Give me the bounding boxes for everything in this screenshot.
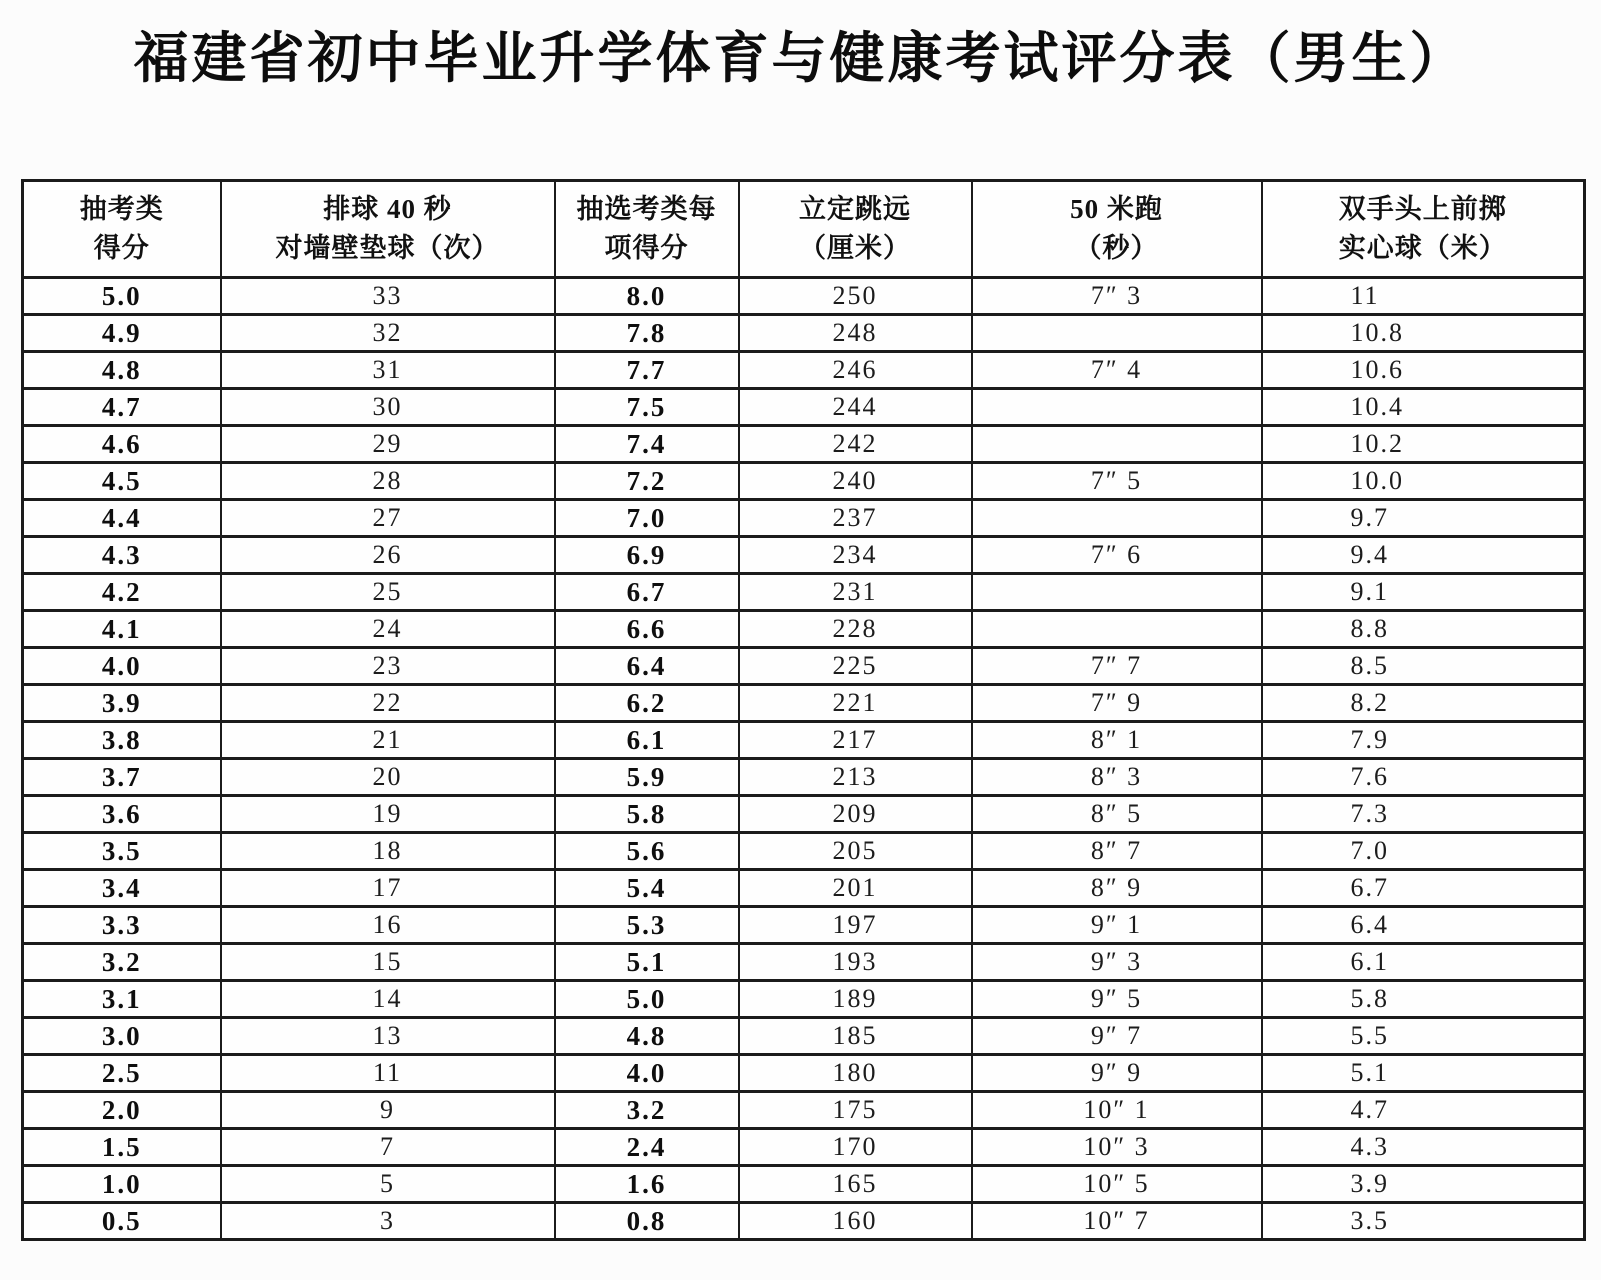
cell-selected-score: 7.4	[555, 426, 739, 463]
cell-run-50m: 8″ 3	[972, 759, 1262, 796]
cell-selected-score: 5.9	[555, 759, 739, 796]
cell-long-jump: 213	[739, 759, 972, 796]
column-header-long-jump-line: 立定跳远	[799, 193, 911, 224]
cell-medicine-ball: 10.4	[1262, 389, 1585, 426]
cell-sampled-score: 4.9	[23, 315, 221, 352]
cell-long-jump: 160	[739, 1203, 972, 1240]
cell-medicine-ball: 6.7	[1262, 870, 1585, 907]
cell-long-jump: 209	[739, 796, 972, 833]
cell-medicine-ball: 10.8	[1262, 315, 1585, 352]
cell-run-50m: 8″ 9	[972, 870, 1262, 907]
cell-medicine-ball: 8.5	[1262, 648, 1585, 685]
cell-long-jump: 244	[739, 389, 972, 426]
cell-medicine-ball: 8.2	[1262, 685, 1585, 722]
cell-selected-score: 7.0	[555, 500, 739, 537]
cell-volleyball: 9	[221, 1092, 555, 1129]
cell-long-jump: 185	[739, 1018, 972, 1055]
table-row	[23, 870, 1585, 907]
cell-long-jump: 221	[739, 685, 972, 722]
cell-medicine-ball: 3.9	[1262, 1166, 1585, 1203]
cell-long-jump: 231	[739, 574, 972, 611]
page-title: 福建省初中毕业升学体育与健康考试评分表（男生）	[133, 27, 1468, 89]
column-header-selected-score	[555, 181, 739, 278]
cell-sampled-score: 4.1	[23, 611, 221, 648]
cell-selected-score: 2.4	[555, 1129, 739, 1166]
column-header-run-50m-line: （秒）	[1074, 233, 1159, 263]
cell-volleyball: 5	[221, 1166, 555, 1203]
cell-selected-score: 4.8	[555, 1018, 739, 1055]
cell-selected-score: 3.2	[555, 1092, 739, 1129]
cell-long-jump: 237	[739, 500, 972, 537]
cell-sampled-score: 4.2	[23, 574, 221, 611]
cell-run-50m: 7″ 9	[972, 685, 1262, 722]
column-header-sampled-score	[23, 181, 221, 278]
cell-sampled-score: 1.5	[23, 1129, 221, 1166]
table-row	[23, 1129, 1585, 1166]
cell-medicine-ball: 6.4	[1262, 907, 1585, 944]
cell-selected-score: 7.2	[555, 463, 739, 500]
cell-volleyball: 18	[221, 833, 555, 870]
cell-sampled-score: 4.5	[23, 463, 221, 500]
cell-selected-score: 6.7	[555, 574, 739, 611]
cell-long-jump: 225	[739, 648, 972, 685]
cell-volleyball: 26	[221, 537, 555, 574]
cell-sampled-score: 0.5	[23, 1203, 221, 1240]
cell-selected-score: 6.1	[555, 722, 739, 759]
cell-sampled-score: 4.4	[23, 500, 221, 537]
column-header-sampled-score-line: 得分	[93, 233, 150, 263]
cell-medicine-ball: 3.5	[1262, 1203, 1585, 1240]
cell-run-50m: 7″ 5	[972, 463, 1262, 500]
cell-run-50m: 10″ 1	[972, 1092, 1262, 1129]
cell-run-50m: 10″ 3	[972, 1129, 1262, 1166]
cell-medicine-ball: 8.8	[1262, 611, 1585, 648]
cell-medicine-ball: 10.0	[1262, 463, 1585, 500]
table-row	[23, 389, 1585, 426]
cell-run-50m: 8″ 5	[972, 796, 1262, 833]
cell-run-50m: 7″ 6	[972, 537, 1262, 574]
cell-volleyball: 3	[221, 1203, 555, 1240]
cell-sampled-score: 3.6	[23, 796, 221, 833]
cell-selected-score: 5.4	[555, 870, 739, 907]
cell-sampled-score: 4.7	[23, 389, 221, 426]
cell-volleyball: 25	[221, 574, 555, 611]
cell-long-jump: 180	[739, 1055, 972, 1092]
cell-run-50m	[972, 389, 1262, 426]
cell-long-jump: 193	[739, 944, 972, 981]
cell-long-jump: 242	[739, 426, 972, 463]
cell-volleyball: 22	[221, 685, 555, 722]
cell-medicine-ball: 9.1	[1262, 574, 1585, 611]
cell-sampled-score: 3.3	[23, 907, 221, 944]
table-row	[23, 833, 1585, 870]
cell-sampled-score: 3.5	[23, 833, 221, 870]
table-body	[23, 278, 1585, 1240]
cell-medicine-ball: 9.7	[1262, 500, 1585, 537]
score-table	[21, 179, 1586, 1241]
table-row	[23, 648, 1585, 685]
cell-run-50m: 10″ 5	[972, 1166, 1262, 1203]
cell-selected-score: 6.9	[555, 537, 739, 574]
cell-sampled-score: 3.9	[23, 685, 221, 722]
cell-selected-score: 7.8	[555, 315, 739, 352]
table-row	[23, 907, 1585, 944]
cell-long-jump: 228	[739, 611, 972, 648]
column-header-volleyball-line: 排球 40 秒	[323, 193, 452, 224]
cell-long-jump: 197	[739, 907, 972, 944]
cell-run-50m: 7″ 4	[972, 352, 1262, 389]
column-header-sampled-score-line: 抽考类	[79, 193, 164, 224]
cell-sampled-score: 2.0	[23, 1092, 221, 1129]
table-row	[23, 611, 1585, 648]
cell-volleyball: 15	[221, 944, 555, 981]
column-header-run-50m	[972, 181, 1262, 278]
cell-run-50m: 9″ 3	[972, 944, 1262, 981]
cell-medicine-ball: 5.1	[1262, 1055, 1585, 1092]
table-row	[23, 1203, 1585, 1240]
cell-run-50m: 8″ 1	[972, 722, 1262, 759]
table-row	[23, 315, 1585, 352]
cell-volleyball: 17	[221, 870, 555, 907]
cell-selected-score: 6.4	[555, 648, 739, 685]
column-header-selected-score-line: 抽选考类每	[576, 193, 717, 224]
cell-sampled-score: 4.6	[23, 426, 221, 463]
cell-volleyball: 28	[221, 463, 555, 500]
cell-run-50m: 9″ 5	[972, 981, 1262, 1018]
cell-long-jump: 201	[739, 870, 972, 907]
table-row	[23, 426, 1585, 463]
cell-long-jump: 170	[739, 1129, 972, 1166]
cell-sampled-score: 1.0	[23, 1166, 221, 1203]
cell-volleyball: 23	[221, 648, 555, 685]
cell-long-jump: 205	[739, 833, 972, 870]
cell-selected-score: 7.7	[555, 352, 739, 389]
column-header-run-50m-line: 50 米跑	[1070, 193, 1163, 224]
cell-run-50m: 7″ 7	[972, 648, 1262, 685]
cell-run-50m	[972, 611, 1262, 648]
cell-volleyball: 24	[221, 611, 555, 648]
table-row	[23, 574, 1585, 611]
cell-selected-score: 5.6	[555, 833, 739, 870]
cell-long-jump: 240	[739, 463, 972, 500]
cell-long-jump: 189	[739, 981, 972, 1018]
cell-selected-score: 0.8	[555, 1203, 739, 1240]
column-header-medicine-ball	[1262, 181, 1585, 278]
table-header	[23, 181, 1585, 278]
cell-sampled-score: 4.3	[23, 537, 221, 574]
cell-run-50m: 9″ 9	[972, 1055, 1262, 1092]
column-header-long-jump	[739, 181, 972, 278]
column-header-medicine-ball-line: 双手头上前掷	[1338, 193, 1507, 224]
table-row	[23, 278, 1585, 315]
cell-medicine-ball: 5.8	[1262, 981, 1585, 1018]
cell-long-jump: 246	[739, 352, 972, 389]
cell-medicine-ball: 11	[1262, 278, 1585, 315]
cell-medicine-ball: 5.5	[1262, 1018, 1585, 1055]
cell-medicine-ball: 7.6	[1262, 759, 1585, 796]
cell-run-50m	[972, 315, 1262, 352]
table-row	[23, 796, 1585, 833]
cell-run-50m	[972, 426, 1262, 463]
cell-volleyball: 14	[221, 981, 555, 1018]
table-row	[23, 722, 1585, 759]
table-row	[23, 685, 1585, 722]
cell-sampled-score: 3.4	[23, 870, 221, 907]
cell-sampled-score: 2.5	[23, 1055, 221, 1092]
cell-long-jump: 165	[739, 1166, 972, 1203]
column-header-selected-score-line: 项得分	[604, 233, 689, 263]
table-row	[23, 463, 1585, 500]
cell-sampled-score: 3.8	[23, 722, 221, 759]
cell-volleyball: 29	[221, 426, 555, 463]
cell-run-50m	[972, 500, 1262, 537]
cell-medicine-ball: 7.9	[1262, 722, 1585, 759]
column-header-long-jump-line: （厘米）	[799, 233, 911, 263]
column-header-volleyball	[221, 181, 555, 278]
cell-medicine-ball: 7.0	[1262, 833, 1585, 870]
cell-volleyball: 19	[221, 796, 555, 833]
column-header-volleyball-line: 对墙壁垫球（次）	[275, 233, 500, 263]
cell-run-50m: 10″ 7	[972, 1203, 1262, 1240]
table-row	[23, 1092, 1585, 1129]
cell-volleyball: 16	[221, 907, 555, 944]
cell-volleyball: 7	[221, 1129, 555, 1166]
cell-run-50m: 9″ 1	[972, 907, 1262, 944]
cell-long-jump: 248	[739, 315, 972, 352]
cell-run-50m: 8″ 7	[972, 833, 1262, 870]
cell-volleyball: 11	[221, 1055, 555, 1092]
cell-volleyball: 33	[221, 278, 555, 315]
cell-run-50m	[972, 574, 1262, 611]
table-row	[23, 944, 1585, 981]
table-row	[23, 1018, 1585, 1055]
cell-volleyball: 30	[221, 389, 555, 426]
cell-selected-score: 5.8	[555, 796, 739, 833]
cell-long-jump: 175	[739, 1092, 972, 1129]
table-row	[23, 1166, 1585, 1203]
cell-sampled-score: 3.7	[23, 759, 221, 796]
cell-sampled-score: 3.0	[23, 1018, 221, 1055]
cell-medicine-ball: 7.3	[1262, 796, 1585, 833]
cell-selected-score: 5.3	[555, 907, 739, 944]
cell-volleyball: 32	[221, 315, 555, 352]
header-row	[23, 181, 1585, 278]
table-row	[23, 981, 1585, 1018]
table-row	[23, 1055, 1585, 1092]
cell-medicine-ball: 10.2	[1262, 426, 1585, 463]
table-row	[23, 759, 1585, 796]
cell-sampled-score: 3.1	[23, 981, 221, 1018]
cell-long-jump: 250	[739, 278, 972, 315]
cell-long-jump: 234	[739, 537, 972, 574]
cell-medicine-ball: 10.6	[1262, 352, 1585, 389]
cell-selected-score: 1.6	[555, 1166, 739, 1203]
cell-volleyball: 27	[221, 500, 555, 537]
cell-medicine-ball: 6.1	[1262, 944, 1585, 981]
cell-run-50m: 7″ 3	[972, 278, 1262, 315]
cell-sampled-score: 4.8	[23, 352, 221, 389]
cell-selected-score: 4.0	[555, 1055, 739, 1092]
cell-sampled-score: 5.0	[23, 278, 221, 315]
cell-selected-score: 6.2	[555, 685, 739, 722]
cell-volleyball: 21	[221, 722, 555, 759]
cell-medicine-ball: 4.3	[1262, 1129, 1585, 1166]
cell-sampled-score: 4.0	[23, 648, 221, 685]
cell-sampled-score: 3.2	[23, 944, 221, 981]
cell-volleyball: 20	[221, 759, 555, 796]
table-row	[23, 537, 1585, 574]
cell-selected-score: 6.6	[555, 611, 739, 648]
cell-medicine-ball: 9.4	[1262, 537, 1585, 574]
cell-selected-score: 5.0	[555, 981, 739, 1018]
cell-selected-score: 5.1	[555, 944, 739, 981]
table-row	[23, 500, 1585, 537]
cell-medicine-ball: 4.7	[1262, 1092, 1585, 1129]
table-row	[23, 352, 1585, 389]
cell-volleyball: 13	[221, 1018, 555, 1055]
cell-selected-score: 7.5	[555, 389, 739, 426]
cell-run-50m: 9″ 7	[972, 1018, 1262, 1055]
cell-long-jump: 217	[739, 722, 972, 759]
cell-selected-score: 8.0	[555, 278, 739, 315]
column-header-medicine-ball-line: 实心球（米）	[1338, 233, 1507, 263]
cell-volleyball: 31	[221, 352, 555, 389]
